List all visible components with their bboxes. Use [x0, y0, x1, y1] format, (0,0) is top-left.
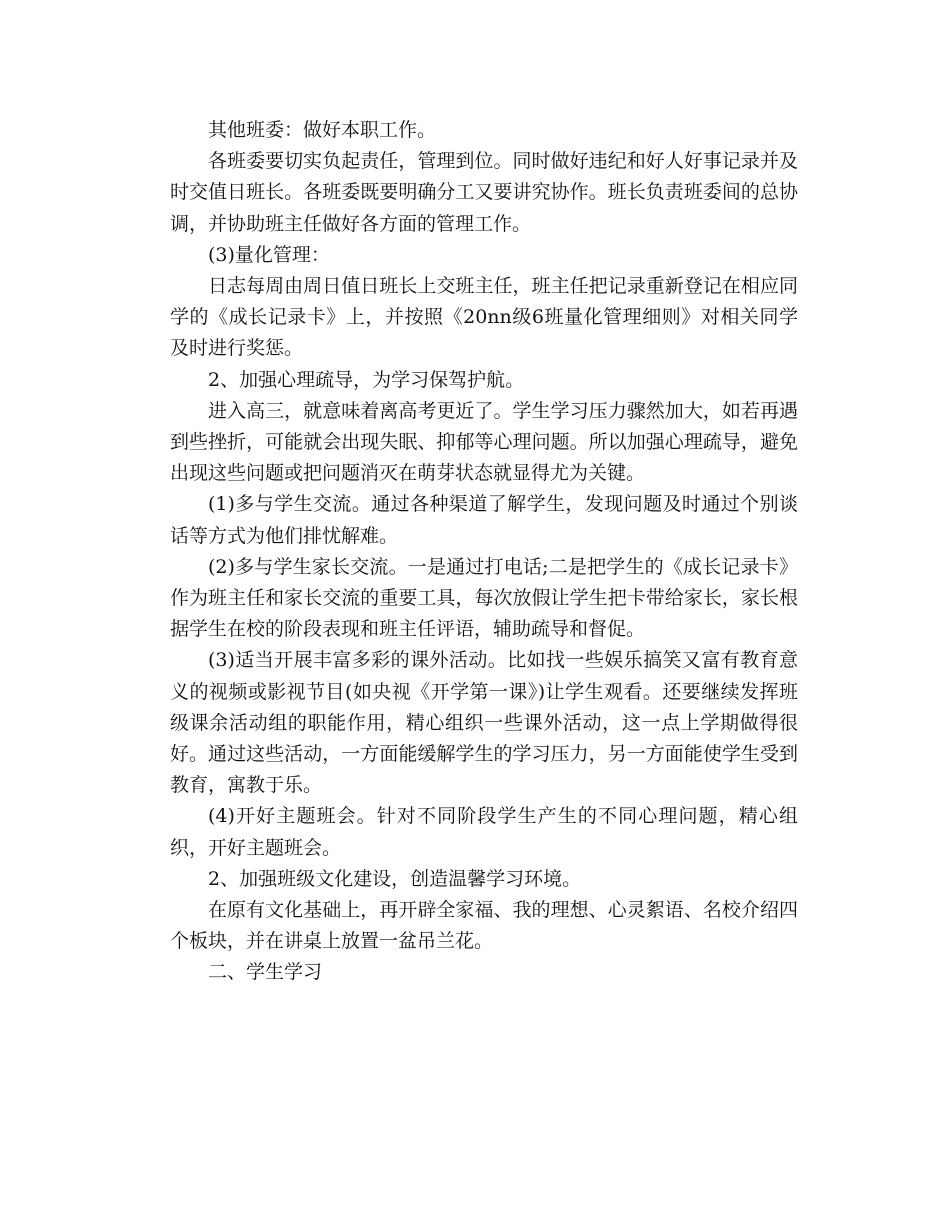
section-heading-student-learning: 二、学生学习 — [208, 961, 323, 984]
paragraph-student-communication: (1)多与学生交流。通过各种渠道了解学生，发现问题及时通过个别谈话等方式为他们排忧解难。 — [170, 493, 798, 547]
paragraph-culture-sections: 在原有文化基础上，再开辟全家福、我的理想、心灵絮语、名校介绍四个板块，并在讲桌上放置一盆吊兰花。 — [170, 899, 798, 953]
paragraph-quantified-management-heading: (3)量化管理： — [208, 243, 330, 266]
paragraph-class-culture-heading: 2、加强班级文化建设，创造温馨学习环境。 — [208, 867, 582, 890]
paragraph-weekly-log: 日志每周由周日值日班长上交班主任，班主任把记录重新登记在相应同学的《成长记录卡》上，并按照《20nn级6班量化管理细则》对相关同学及时进行奖惩。 — [170, 275, 798, 360]
paragraph-parent-communication: (2)多与学生家长交流。一是通过打电话;二是把学生的《成长记录卡》作为班主任和家长交流的重要工具，每次放假让学生把卡带给家长，家长根据学生在校的阶段表现和班主任评语，辅助疏导和督促。 — [170, 555, 798, 641]
paragraph-other-committee: 其他班委：做好本职工作。 — [208, 119, 437, 141]
paragraph-extracurricular-activities: (3)适当开展丰富多彩的课外活动。比如找一些娱乐搞笑又富有教育意义的视频或影视节目(如央视《开学第一课》)让学生观看。还要继续发挥班级课余活动组的职能作用，精心组织一些课外活动，这一点上学期做得很好。通过这些活动，一方面能缓解学生的学习压力，另一方面能使学生受到教育，寓教于乐。 — [170, 649, 798, 797]
paragraph-senior-year-pressure: 进入高三，就意味着离高考更近了。学生学习压力骤然加大，如若再遇到些挫折，可能就会出现失眠、抑郁等心理问题。所以加强心理疏导，避免出现这些问题或把问题消灭在萌芽状态就显得尤为关键。 — [170, 399, 798, 485]
paragraph-theme-meetings: (4)开好主题班会。针对不同阶段学生产生的不同心理问题，精心组织，开好主题班会。 — [170, 805, 798, 859]
paragraph-psychological-guidance-heading: 2、加强心理疏导，为学习保驾护航。 — [208, 368, 525, 391]
paragraph-committee-duties: 各班委要切实负起责任，管理到位。同时做好违纪和好人好事记录并及时交值日班长。各班委既要明确分工又要讲究协作。班长负责班委间的总协调，并协助班主任做好各方面的管理工作。 — [170, 150, 798, 235]
